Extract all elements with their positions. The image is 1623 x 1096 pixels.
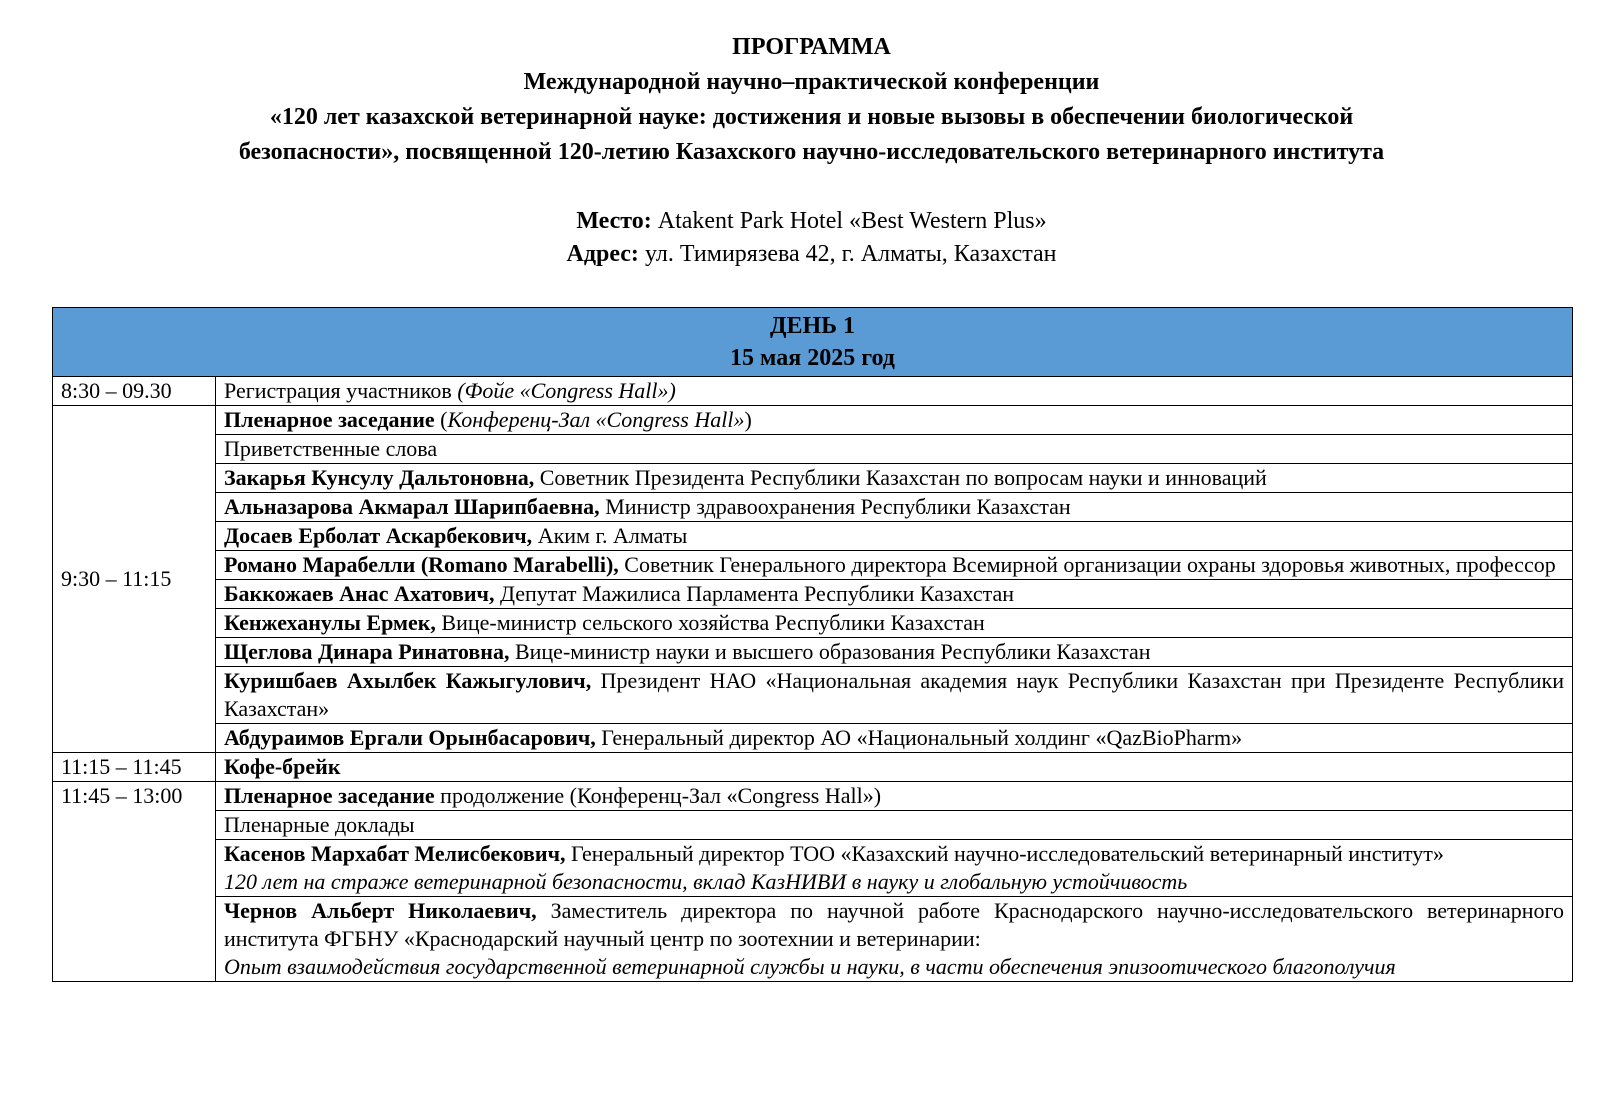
- time-cell: 11:45 – 13:00: [53, 782, 216, 982]
- time-cell: 8:30 – 09.30: [53, 377, 216, 406]
- speaker-name: Чернов Альберт Николаевич,: [224, 898, 537, 923]
- place-value: Atakent Park Hotel «Best Western Plus»: [651, 208, 1047, 234]
- speaker-role: Министр здравоохранения Республики Казахстан: [599, 494, 1071, 519]
- table-row: [53, 493, 1573, 522]
- item-cell: [216, 753, 1573, 782]
- table-row: [53, 638, 1573, 667]
- speaker-role: Заместитель директора по научной работе Краснодарского научно-исследовательского ветеринарного института ФГБНУ «Краснодарский научный центр по зоотехнии и ветеринарии:: [224, 898, 1565, 951]
- table-row: [53, 580, 1573, 609]
- registration-text: Регистрация участников: [224, 378, 458, 403]
- speaker-cell: [216, 609, 1573, 638]
- speaker-role: Аким г. Алматы: [532, 523, 688, 548]
- table-row: [53, 464, 1573, 493]
- session-title: Пленарное заседание: [224, 783, 435, 808]
- table-row: [53, 435, 1573, 464]
- session-title: Пленарное заседание: [224, 407, 435, 432]
- speaker-cell: [216, 667, 1573, 724]
- table-row: [53, 522, 1573, 551]
- item-cell: [216, 377, 1573, 406]
- table-row: [53, 782, 1573, 811]
- table-row: [53, 811, 1573, 840]
- speaker-name: Баккожаев Анас Ахатович,: [224, 581, 495, 606]
- speaker-name: Альназарова Акмарал Шарипбаевна,: [224, 494, 600, 519]
- speaker-name: Абдураимов Ергали Орынбасарович,: [224, 725, 596, 750]
- time-cell: 9:30 – 11:15: [53, 406, 216, 753]
- registration-location: (Фойе «Congress Hall»): [457, 378, 676, 403]
- report-topic: Опыт взаимодействия государственной ветеринарной службы и науки, в части обеспечения эпизоотического благополучия: [224, 954, 1396, 979]
- speaker-role: Генеральный директор АО «Национальный холдинг «QazBioPharm»: [595, 725, 1243, 750]
- speaker-name: Щеглова Динара Ринатовна,: [224, 639, 510, 664]
- speaker-role: Советник Генерального директора Всемирной организации охраны здоровья животных, профессор: [618, 552, 1556, 577]
- day-header-row: [53, 308, 1573, 377]
- speaker-name: Закарья Кунсулу Дальтоновна,: [224, 465, 535, 490]
- item-cell: Приветственные слова: [216, 435, 1573, 464]
- speaker-cell: [216, 638, 1573, 667]
- speaker-cell: [216, 493, 1573, 522]
- table-row: [53, 667, 1573, 724]
- table-row: [53, 406, 1573, 435]
- table-row: [53, 377, 1573, 406]
- place-label: Место:: [576, 208, 652, 234]
- venue-place: [0, 205, 1623, 238]
- day-title: ДЕНЬ 1: [769, 313, 856, 339]
- speaker-cell: [216, 580, 1573, 609]
- table-row: [53, 897, 1573, 982]
- speaker-role: Вице-министр науки и высшего образования Республики Казахстан: [509, 639, 1151, 664]
- session-location: Конференц-Зал «Congress Hall»: [447, 407, 745, 432]
- venue-address: [0, 238, 1623, 271]
- speaker-name: Касенов Мархабат Мелисбекович,: [224, 841, 566, 866]
- item-cell: Пленарные доклады: [216, 811, 1573, 840]
- speaker-cell: [216, 522, 1573, 551]
- item-cell: [216, 782, 1573, 811]
- speaker-role: Президент НАО «Национальная академия наук Республики Казахстан при Президенте Республики Казахстан»: [224, 668, 1565, 721]
- doc-title: ПРОГРАММА: [732, 34, 891, 60]
- speaker-role: Вице-министр сельского хозяйства Республики Казахстан: [435, 610, 985, 635]
- schedule-table: [52, 307, 1573, 982]
- item-cell: [216, 406, 1573, 435]
- speaker-role: Генеральный директор ТОО «Казахский научно-исследовательский ветеринарный институт»: [565, 841, 1444, 866]
- session-paren-open: (: [434, 407, 448, 432]
- venue-info: [0, 205, 1623, 271]
- speaker-cell: [216, 464, 1573, 493]
- conference-name-line1: «120 лет казахской ветеринарной науке: достижения и новые вызовы в обеспечении биологической: [269, 104, 1354, 130]
- report-topic: 120 лет на страже ветеринарной безопасности, вклад КазНИВИ в науку и глобальную устойчивость: [224, 869, 1188, 894]
- table-row: [53, 551, 1573, 580]
- session-continuation: продолжение (Конференц-Зал «Congress Hall»): [434, 783, 882, 808]
- speaker-name: Романо Марабелли (Romano Marabelli),: [224, 552, 619, 577]
- report-cell: [216, 840, 1573, 897]
- table-row: [53, 840, 1573, 897]
- day-date: 15 мая 2025 год: [730, 345, 895, 371]
- coffee-break: Кофе-брейк: [224, 754, 341, 779]
- table-row: [53, 609, 1573, 638]
- time-cell: 11:15 – 11:45: [53, 753, 216, 782]
- speaker-name: Кенжеханулы Ермек,: [224, 610, 436, 635]
- address-label: Адрес:: [566, 241, 639, 267]
- address-value: ул. Тимирязева 42, г. Алматы, Казахстан: [638, 241, 1057, 267]
- table-row: [53, 753, 1573, 782]
- doc-subtitle: Международной научно–практической конференции: [523, 69, 1100, 95]
- speaker-cell: [216, 724, 1573, 753]
- speaker-name: Досаев Ерболат Аскарбекович,: [224, 523, 533, 548]
- session-paren-close: ): [744, 407, 752, 432]
- day-header: [53, 308, 1573, 377]
- conference-name-line2: безопасности», посвященной 120-летию Казахского научно-исследовательского ветеринарного института: [238, 139, 1385, 165]
- document-header: [0, 30, 1623, 170]
- speaker-role: Депутат Мажилиса Парламента Республики Казахстан: [494, 581, 1015, 606]
- speaker-role: Советник Президента Республики Казахстан по вопросам науки и инноваций: [534, 465, 1267, 490]
- speaker-cell: [216, 551, 1573, 580]
- speaker-name: Куришбаев Ахылбек Кажыгулович,: [224, 668, 592, 693]
- table-row: [53, 724, 1573, 753]
- report-cell: [216, 897, 1573, 982]
